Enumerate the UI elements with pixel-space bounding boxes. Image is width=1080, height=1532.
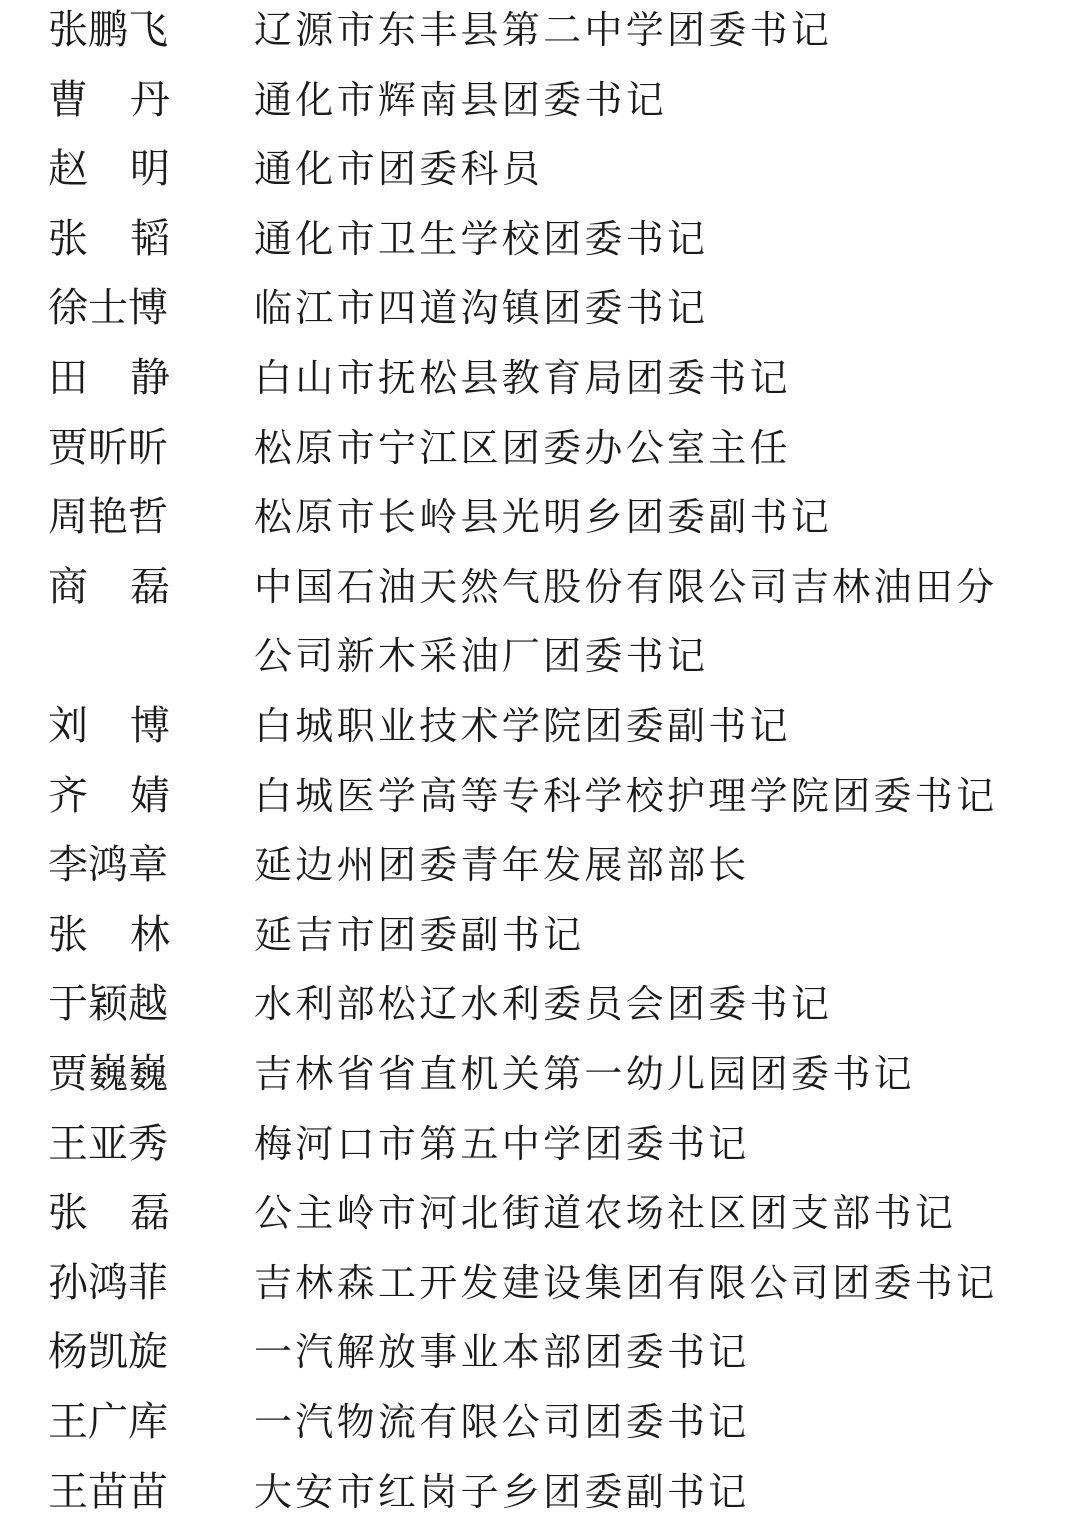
- person-name: 贾昕昕: [48, 424, 168, 471]
- position-title: 水利部松辽水利委员会团委书记: [254, 982, 833, 1027]
- person-name: 刘 博: [48, 703, 170, 749]
- position-title: 中国石油天然气股份有限公司吉林油田分: [254, 564, 998, 609]
- position-title: 一汽解放事业本部团委书记: [254, 1330, 750, 1375]
- person-name: 曹 丹: [48, 76, 170, 123]
- person-name: 李鸿章: [48, 842, 168, 889]
- person-name: 赵 明: [48, 146, 170, 193]
- person-name: 张 韬: [48, 215, 170, 262]
- roster-entry: [0, 835, 1080, 905]
- position-title: 延边州团委青年发展部部长: [254, 843, 750, 888]
- position-title: 一汽物流有限公司团委书记: [254, 1400, 750, 1444]
- person-name: 周艳哲: [48, 494, 168, 541]
- person-name: 贾巍巍: [48, 1051, 168, 1097]
- position-title-continued: 公司新木采油厂团委书记: [254, 634, 709, 679]
- position-title: 吉林森工开发建设集团有限公司团委书记: [254, 1260, 998, 1305]
- person-name: 田 静: [48, 355, 170, 401]
- person-name: 杨凯旋: [48, 1329, 168, 1376]
- position-title: 通化市辉南县团委书记: [254, 77, 668, 122]
- roster-entry: [0, 487, 1080, 557]
- position-title: 延吉市团委副书记: [254, 912, 585, 957]
- person-name: 商 磊: [48, 563, 170, 610]
- position-title: 梅河口市第五中学团委书记: [254, 1121, 750, 1166]
- position-title: 松原市长岭县光明乡团委副书记: [254, 495, 833, 540]
- roster-entry: [0, 0, 1080, 70]
- position-title: 白城医学高等专科学校护理学院团委书记: [254, 773, 998, 818]
- roster-entry-continuation: [0, 626, 1080, 696]
- person-name: 王苗苗: [48, 1468, 168, 1515]
- person-name: 王广库: [48, 1399, 168, 1445]
- person-name: 徐士博: [48, 285, 168, 332]
- position-title: 通化市团委科员: [254, 147, 544, 192]
- position-title: 临江市四道沟镇团委书记: [254, 286, 709, 331]
- position-title: 白城职业技术学院团委副书记: [254, 704, 791, 748]
- roster-entry: [0, 766, 1080, 836]
- roster-entry: [0, 278, 1080, 348]
- person-name: 王亚秀: [48, 1120, 168, 1167]
- roster-entry: [0, 974, 1080, 1044]
- person-name: 张鹏飞: [48, 7, 168, 53]
- roster-entry: [0, 418, 1080, 488]
- roster-entry: [0, 905, 1080, 975]
- roster-entry: [0, 1462, 1080, 1532]
- roster-entry: [0, 209, 1080, 279]
- person-name: 于颖越: [48, 981, 168, 1028]
- position-title: 公主岭市河北街道农场社区团支部书记: [254, 1191, 957, 1236]
- roster-entry: [0, 1044, 1080, 1114]
- roster-entry: [0, 696, 1080, 766]
- roster-entry: [0, 1183, 1080, 1253]
- position-title: 吉林省省直机关第一幼儿园团委书记: [254, 1052, 915, 1096]
- position-title: 通化市卫生学校团委书记: [254, 216, 709, 261]
- roster-entry: [0, 70, 1080, 140]
- position-title: 辽源市东丰县第二中学团委书记: [254, 8, 833, 52]
- roster-entry: [0, 139, 1080, 209]
- roster-entry: [0, 557, 1080, 627]
- person-name: 张 磊: [48, 1190, 170, 1237]
- position-title: 大安市红岗子乡团委副书记: [254, 1469, 750, 1514]
- roster-entry: [0, 1114, 1080, 1184]
- position-title: 松原市宁江区团委办公室主任: [254, 425, 791, 470]
- roster-entry: [0, 1322, 1080, 1392]
- roster-entry: [0, 348, 1080, 418]
- position-title: 白山市抚松县教育局团委书记: [254, 356, 791, 400]
- roster-entry: [0, 1392, 1080, 1462]
- person-name: 张 林: [48, 911, 170, 958]
- roster-entry: [0, 1253, 1080, 1323]
- person-name: 齐 婧: [48, 772, 170, 819]
- person-name: 孙鸿菲: [48, 1259, 168, 1306]
